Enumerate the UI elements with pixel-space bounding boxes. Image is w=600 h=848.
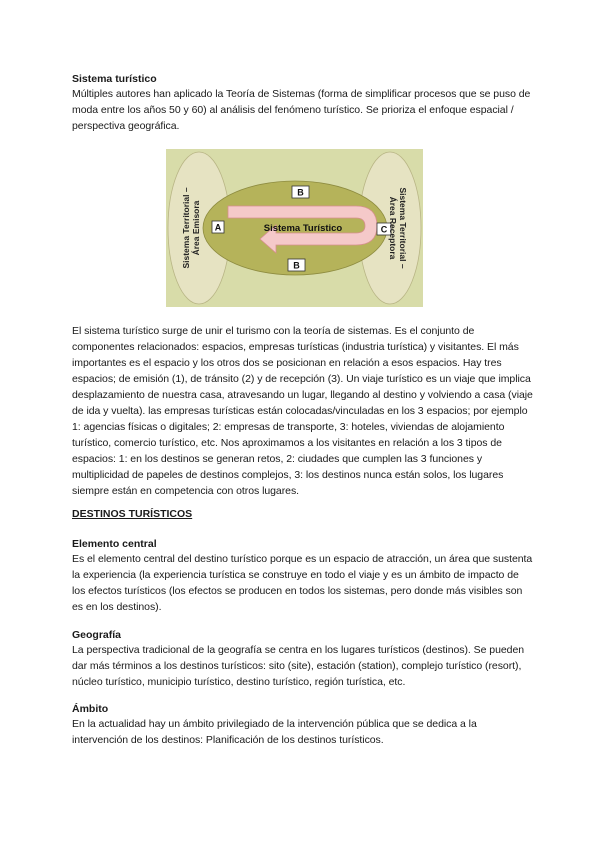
box-b-top-label: B — [297, 187, 304, 198]
heading-destinos-turisticos: DESTINOS TURÍSTICOS — [72, 508, 193, 520]
box-b-bottom-label: B — [293, 260, 300, 271]
body-paragraph: El sistema turístico surge de unir el turismo con la teoría de sistemas. Es el conjunto de componentes relacionados: espacios, empresas turísticas (industria turística) y visitantes. El más importantes es el espacio y los otros dos se posicionan en relación a esos espacios. Hay tres espacios; de emisión (1), de tránsito (2) y de recepción (3). Un viaje turístico es un viaje que implica desplazamiento de nuestra casa, atravesando un lugar, llegando al destino y volviendo a casa (viaje de ida y vuelta). las empresas turísticas están colocadas/vinculadas en los 3 espacios; por ejemplo 1: agencias físicas o digitales; 2: empresas de transporte, 3: hoteles, viviendas de alojamiento turístico, comercio turístico, etc. Nos aproximamos a los visitantes en relación a los 3 tipos de espacios: 1: en los destinos se generan retos, 2: ciudades que cumplen las 3 funciones y multiplicidad de papeles de destinos complejos, 3: los destinos nunca están solos, los lugares siempre están en competencia con otros lugares. — [72, 325, 533, 497]
section-destinos — [72, 507, 534, 521]
left-label-line2: Área Emisora — [191, 200, 201, 256]
heading-elemento-central: Elemento central — [72, 538, 157, 550]
box-a-label: A — [214, 222, 222, 233]
section-elemento-central — [72, 537, 534, 615]
heading-geografia: Geografía — [72, 629, 122, 641]
section-body — [72, 323, 534, 499]
right-label-line1: Sistema Territorial – — [398, 187, 408, 269]
section-geografia — [72, 628, 534, 690]
section-ambito — [72, 702, 534, 748]
heading-ambito: Ámbito — [72, 703, 109, 715]
center-label: Sistema Turístico — [263, 223, 343, 234]
elemento-central-paragraph: Es el elemento central del destino turístico porque es un espacio de atracción, un área que sustenta la experiencia (la experiencia turística se construye en todo el viaje y es un ámbito de impacto de los efectos turísticos (los efectos se producen en todos los sistemas, pero donde más visibles son es en los destinos). — [72, 553, 533, 613]
section-sistema-turistico — [72, 72, 534, 134]
geografia-paragraph: La perspectiva tradicional de la geografía se centra en los lugares turísticos (destinos). Se pueden dar más términos a los destinos turísticos: sito (site), estación (station), complejo turístico (resort), núcleo turístico, municipio turístico, destino turístico, región turística, etc. — [72, 644, 525, 688]
ambito-paragraph: En la actualidad hay un ámbito privilegiado de la intervención pública que se dedica a la intervención de los destinos: Planificación de los destinos turísticos. — [72, 718, 477, 746]
heading-sistema-turistico: Sistema turístico — [72, 73, 157, 85]
box-c-label: C — [380, 224, 388, 235]
left-label-line1: Sistema Territorial – — [181, 187, 191, 269]
right-label-line2: Área Receptora — [388, 196, 398, 260]
tourism-system-diagram — [166, 149, 423, 307]
intro-paragraph: Múltiples autores han aplicado la Teoría de Sistemas (forma de simplificar procesos que se puso de moda entre los años 50 y 60) al análisis del fenómeno turístico. Se prioriza el enfoque espacial / perspectiva geográfica. — [72, 88, 531, 132]
